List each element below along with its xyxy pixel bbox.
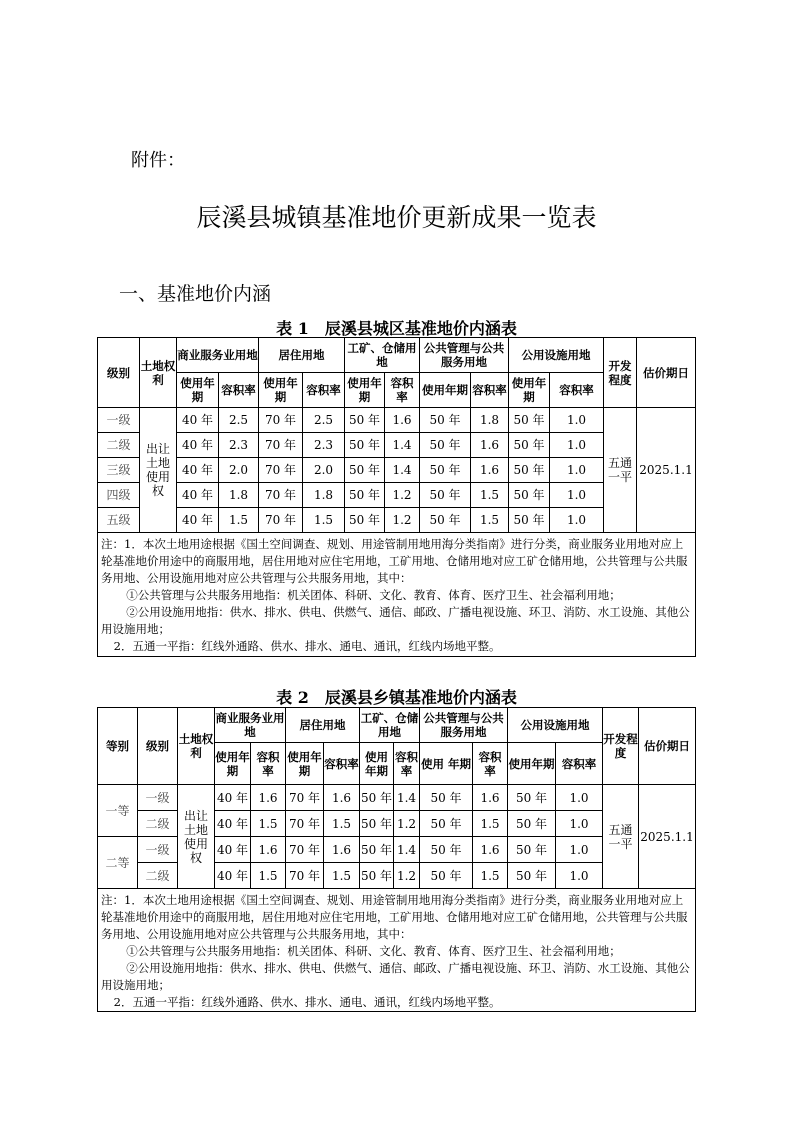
note-line: ①公共管理与公共服务用地指：机关团体、科研、文化、教育、体育、医疗卫生、社会福利用地；	[126, 588, 621, 602]
cell: 1.0	[556, 863, 603, 889]
cell: 70 年	[259, 458, 303, 483]
header-land-right: 土地权利	[140, 338, 177, 408]
cell: 50 年	[420, 837, 473, 863]
cell: 1.5	[251, 863, 286, 889]
header-far: 容积率	[471, 373, 509, 408]
header-far: 容积率	[251, 743, 286, 785]
cell: 50 年	[509, 408, 550, 433]
header-level: 级别	[98, 338, 140, 408]
header-public-facility: 公用设施用地	[509, 338, 604, 373]
cell: 1.0	[550, 483, 604, 508]
cell: 1.5	[219, 508, 259, 533]
level-cell: 一级	[98, 408, 140, 433]
cell: 1.8	[471, 408, 509, 433]
cell: 1.0	[550, 458, 604, 483]
level-cell: 一级	[138, 837, 178, 863]
table-row	[98, 408, 696, 433]
cell: 50 年	[509, 458, 550, 483]
level-cell: 二级	[98, 433, 140, 458]
level-cell: 五级	[98, 508, 140, 533]
cell: 1.2	[385, 508, 420, 533]
header-development: 开发程度	[603, 708, 639, 785]
cell: 1.2	[394, 811, 420, 837]
cell: 1.0	[550, 408, 604, 433]
cell: 70 年	[259, 433, 303, 458]
cell: 50 年	[508, 863, 556, 889]
cell: 1.0	[550, 433, 604, 458]
header-public-facility: 公用设施用地	[508, 708, 603, 743]
cell: 1.5	[473, 811, 508, 837]
cell: 40 年	[177, 483, 219, 508]
header-land-right: 土地权利	[178, 708, 215, 785]
table2-title: 表 2 辰溪县乡镇基准地价内涵表	[276, 688, 517, 707]
cell: 1.6	[324, 837, 360, 863]
level-cell: 二级	[138, 863, 178, 889]
cell: 50 年	[420, 508, 471, 533]
cell: 1.2	[394, 863, 420, 889]
cell: 50 年	[509, 483, 550, 508]
header-industrial: 工矿、仓储用地	[345, 338, 420, 373]
land-right-cell: 出让土地使用权	[140, 408, 177, 533]
header-term: 使用 年期	[420, 743, 473, 785]
cell: 1.6	[324, 785, 360, 811]
header-residential: 居住用地	[259, 338, 345, 373]
header-commercial: 商业服务业用地	[215, 708, 286, 743]
cell: 40 年	[215, 811, 251, 837]
header-far: 容积率	[324, 743, 360, 785]
cell: 50 年	[345, 408, 385, 433]
grade-cell: 二等	[98, 837, 138, 889]
cell: 1.6	[251, 837, 286, 863]
cell: 40 年	[177, 408, 219, 433]
cell: 40 年	[177, 433, 219, 458]
note-line: 注：1．本次土地用途根据《国土空间调查、规划、用途管制用地用海分类指南》进行分类，商业服务业用地对应上轮基准地价用途中的商服用地，居住用地对应住宅用地，工矿用地、仓储用地对应工矿仓储用地，公共管理与公共服务用地、公用设施用地对应公共管理与公共服务用地，其中：	[101, 537, 688, 585]
cell: 1.8	[219, 483, 259, 508]
note-line: 注：1．本次土地用途根据《国土空间调查、规划、用途管制用地用海分类指南》进行分类，商业服务业用地对应上轮基准地价用途中的商服用地，居住用地对应住宅用地，工矿用地、仓储用地对应工矿仓储用地，公共管理与公共服务用地、公用设施用地对应公共管理与公共服务用地，其中：	[101, 893, 688, 941]
header-far: 容积率	[550, 373, 604, 408]
document-title: 辰溪县城镇基准地价更新成果一览表	[196, 203, 597, 232]
cell: 40 年	[215, 837, 251, 863]
cell: 50 年	[508, 837, 556, 863]
level-cell: 四级	[98, 483, 140, 508]
cell: 1.4	[394, 785, 420, 811]
cell: 2.5	[219, 408, 259, 433]
table2-notes	[98, 889, 696, 1012]
valuation-date-cell: 2025.1.1	[637, 408, 696, 533]
cell: 1.5	[471, 483, 509, 508]
header-far: 容积率	[219, 373, 259, 408]
level-cell: 一级	[138, 785, 178, 811]
attachment-label: 附件：	[131, 150, 185, 171]
note-line: ①公共管理与公共服务用地指：机关团体、科研、文化、教育、体育、医疗卫生、社会福利用地；	[126, 944, 621, 958]
cell: 50 年	[509, 433, 550, 458]
cell: 70 年	[259, 408, 303, 433]
cell: 40 年	[215, 785, 251, 811]
header-valuation-date: 估价期日	[639, 708, 696, 785]
cell: 40 年	[177, 508, 219, 533]
cell: 1.6	[385, 408, 420, 433]
header-valuation-date: 估价期日	[637, 338, 696, 408]
cell: 50 年	[360, 811, 394, 837]
header-term: 使用年期	[509, 373, 550, 408]
cell: 1.6	[473, 785, 508, 811]
header-level: 级别	[138, 708, 178, 785]
cell: 50 年	[345, 433, 385, 458]
cell: 50 年	[360, 785, 394, 811]
cell: 1.0	[556, 785, 603, 811]
cell: 50 年	[420, 408, 471, 433]
cell: 70 年	[286, 863, 324, 889]
cell: 50 年	[345, 508, 385, 533]
header-industrial: 工矿、仓储用地	[360, 708, 420, 743]
header-public-mgmt: 公共管理与公共服务用地	[420, 708, 508, 743]
cell: 1.6	[471, 458, 509, 483]
cell: 1.0	[556, 811, 603, 837]
cell: 50 年	[508, 811, 556, 837]
level-cell: 二级	[138, 811, 178, 837]
cell: 50 年	[345, 483, 385, 508]
cell: 40 年	[177, 458, 219, 483]
header-far: 容积率	[556, 743, 603, 785]
cell: 50 年	[420, 433, 471, 458]
note-line: 2．五通一平指：红线外通路、供水、排水、通电、通讯，红线内场地平整。	[113, 639, 501, 653]
header-development: 开发程度	[604, 338, 637, 408]
table1-notes	[98, 533, 696, 657]
table-row	[98, 785, 696, 811]
header-far: 容积率	[394, 743, 420, 785]
cell: 50 年	[360, 863, 394, 889]
cell: 70 年	[286, 811, 324, 837]
header-term: 使用年期	[508, 743, 556, 785]
cell: 40 年	[215, 863, 251, 889]
cell: 1.0	[556, 837, 603, 863]
note-line: ②公用设施用地指：供水、排水、供电、供燃气、通信、邮政、广播电视设施、环卫、消防、水工设施、其他公用设施用地；	[101, 605, 690, 636]
table1-title: 表 1 辰溪县城区基准地价内涵表	[276, 319, 517, 338]
cell: 1.5	[303, 508, 345, 533]
cell: 1.8	[303, 483, 345, 508]
cell: 50 年	[509, 508, 550, 533]
cell: 50 年	[420, 483, 471, 508]
cell: 50 年	[420, 785, 473, 811]
cell: 70 年	[259, 508, 303, 533]
cell: 50 年	[420, 458, 471, 483]
cell: 1.5	[473, 863, 508, 889]
cell: 1.5	[251, 811, 286, 837]
header-far: 容积率	[473, 743, 508, 785]
header-far: 容积率	[303, 373, 345, 408]
cell: 50 年	[508, 785, 556, 811]
cell: 1.5	[471, 508, 509, 533]
cell: 1.2	[385, 483, 420, 508]
header-term: 使用年期	[259, 373, 303, 408]
level-cell: 三级	[98, 458, 140, 483]
cell: 50 年	[360, 837, 394, 863]
grade-cell: 一等	[98, 785, 138, 837]
cell: 1.4	[385, 433, 420, 458]
header-term: 使用年期	[286, 743, 324, 785]
header-term: 使用年期	[215, 743, 251, 785]
cell: 2.3	[219, 433, 259, 458]
header-term: 使用年期	[345, 373, 385, 408]
header-far: 容积率	[385, 373, 420, 408]
header-commercial: 商业服务业用地	[177, 338, 259, 373]
header-term: 使用年期	[177, 373, 219, 408]
cell: 70 年	[286, 837, 324, 863]
cell: 70 年	[286, 785, 324, 811]
section-heading: 一、基准地价内涵	[119, 283, 272, 305]
table-township-benchmark	[97, 707, 696, 1012]
header-residential: 居住用地	[286, 708, 360, 743]
cell: 50 年	[420, 863, 473, 889]
cell: 50 年	[345, 458, 385, 483]
header-grade: 等别	[98, 708, 138, 785]
cell: 1.5	[324, 811, 360, 837]
cell: 50 年	[420, 811, 473, 837]
cell: 1.0	[550, 508, 604, 533]
note-line: ②公用设施用地指：供水、排水、供电、供燃气、通信、邮政、广播电视设施、环卫、消防、水工设施、其他公用设施用地；	[101, 961, 690, 992]
table-urban-benchmark	[97, 337, 696, 657]
cell: 2.3	[303, 433, 345, 458]
valuation-date-cell: 2025.1.1	[639, 785, 696, 889]
land-right-cell: 出让土地使用权	[178, 785, 215, 889]
cell: 1.4	[394, 837, 420, 863]
cell: 2.5	[303, 408, 345, 433]
cell: 1.5	[324, 863, 360, 889]
header-term: 使用年期	[360, 743, 394, 785]
cell: 70 年	[259, 483, 303, 508]
cell: 1.6	[471, 433, 509, 458]
cell: 1.6	[473, 837, 508, 863]
note-line: 2．五通一平指：红线外通路、供水、排水、通电、通讯，红线内场地平整。	[113, 995, 501, 1009]
header-term: 使用年期	[420, 373, 471, 408]
cell: 1.4	[385, 458, 420, 483]
cell: 1.6	[251, 785, 286, 811]
cell: 2.0	[219, 458, 259, 483]
cell: 2.0	[303, 458, 345, 483]
header-public-mgmt: 公共管理与公共服务用地	[420, 338, 509, 373]
development-cell: 五通一平	[603, 785, 639, 889]
development-cell: 五通一平	[604, 408, 637, 533]
